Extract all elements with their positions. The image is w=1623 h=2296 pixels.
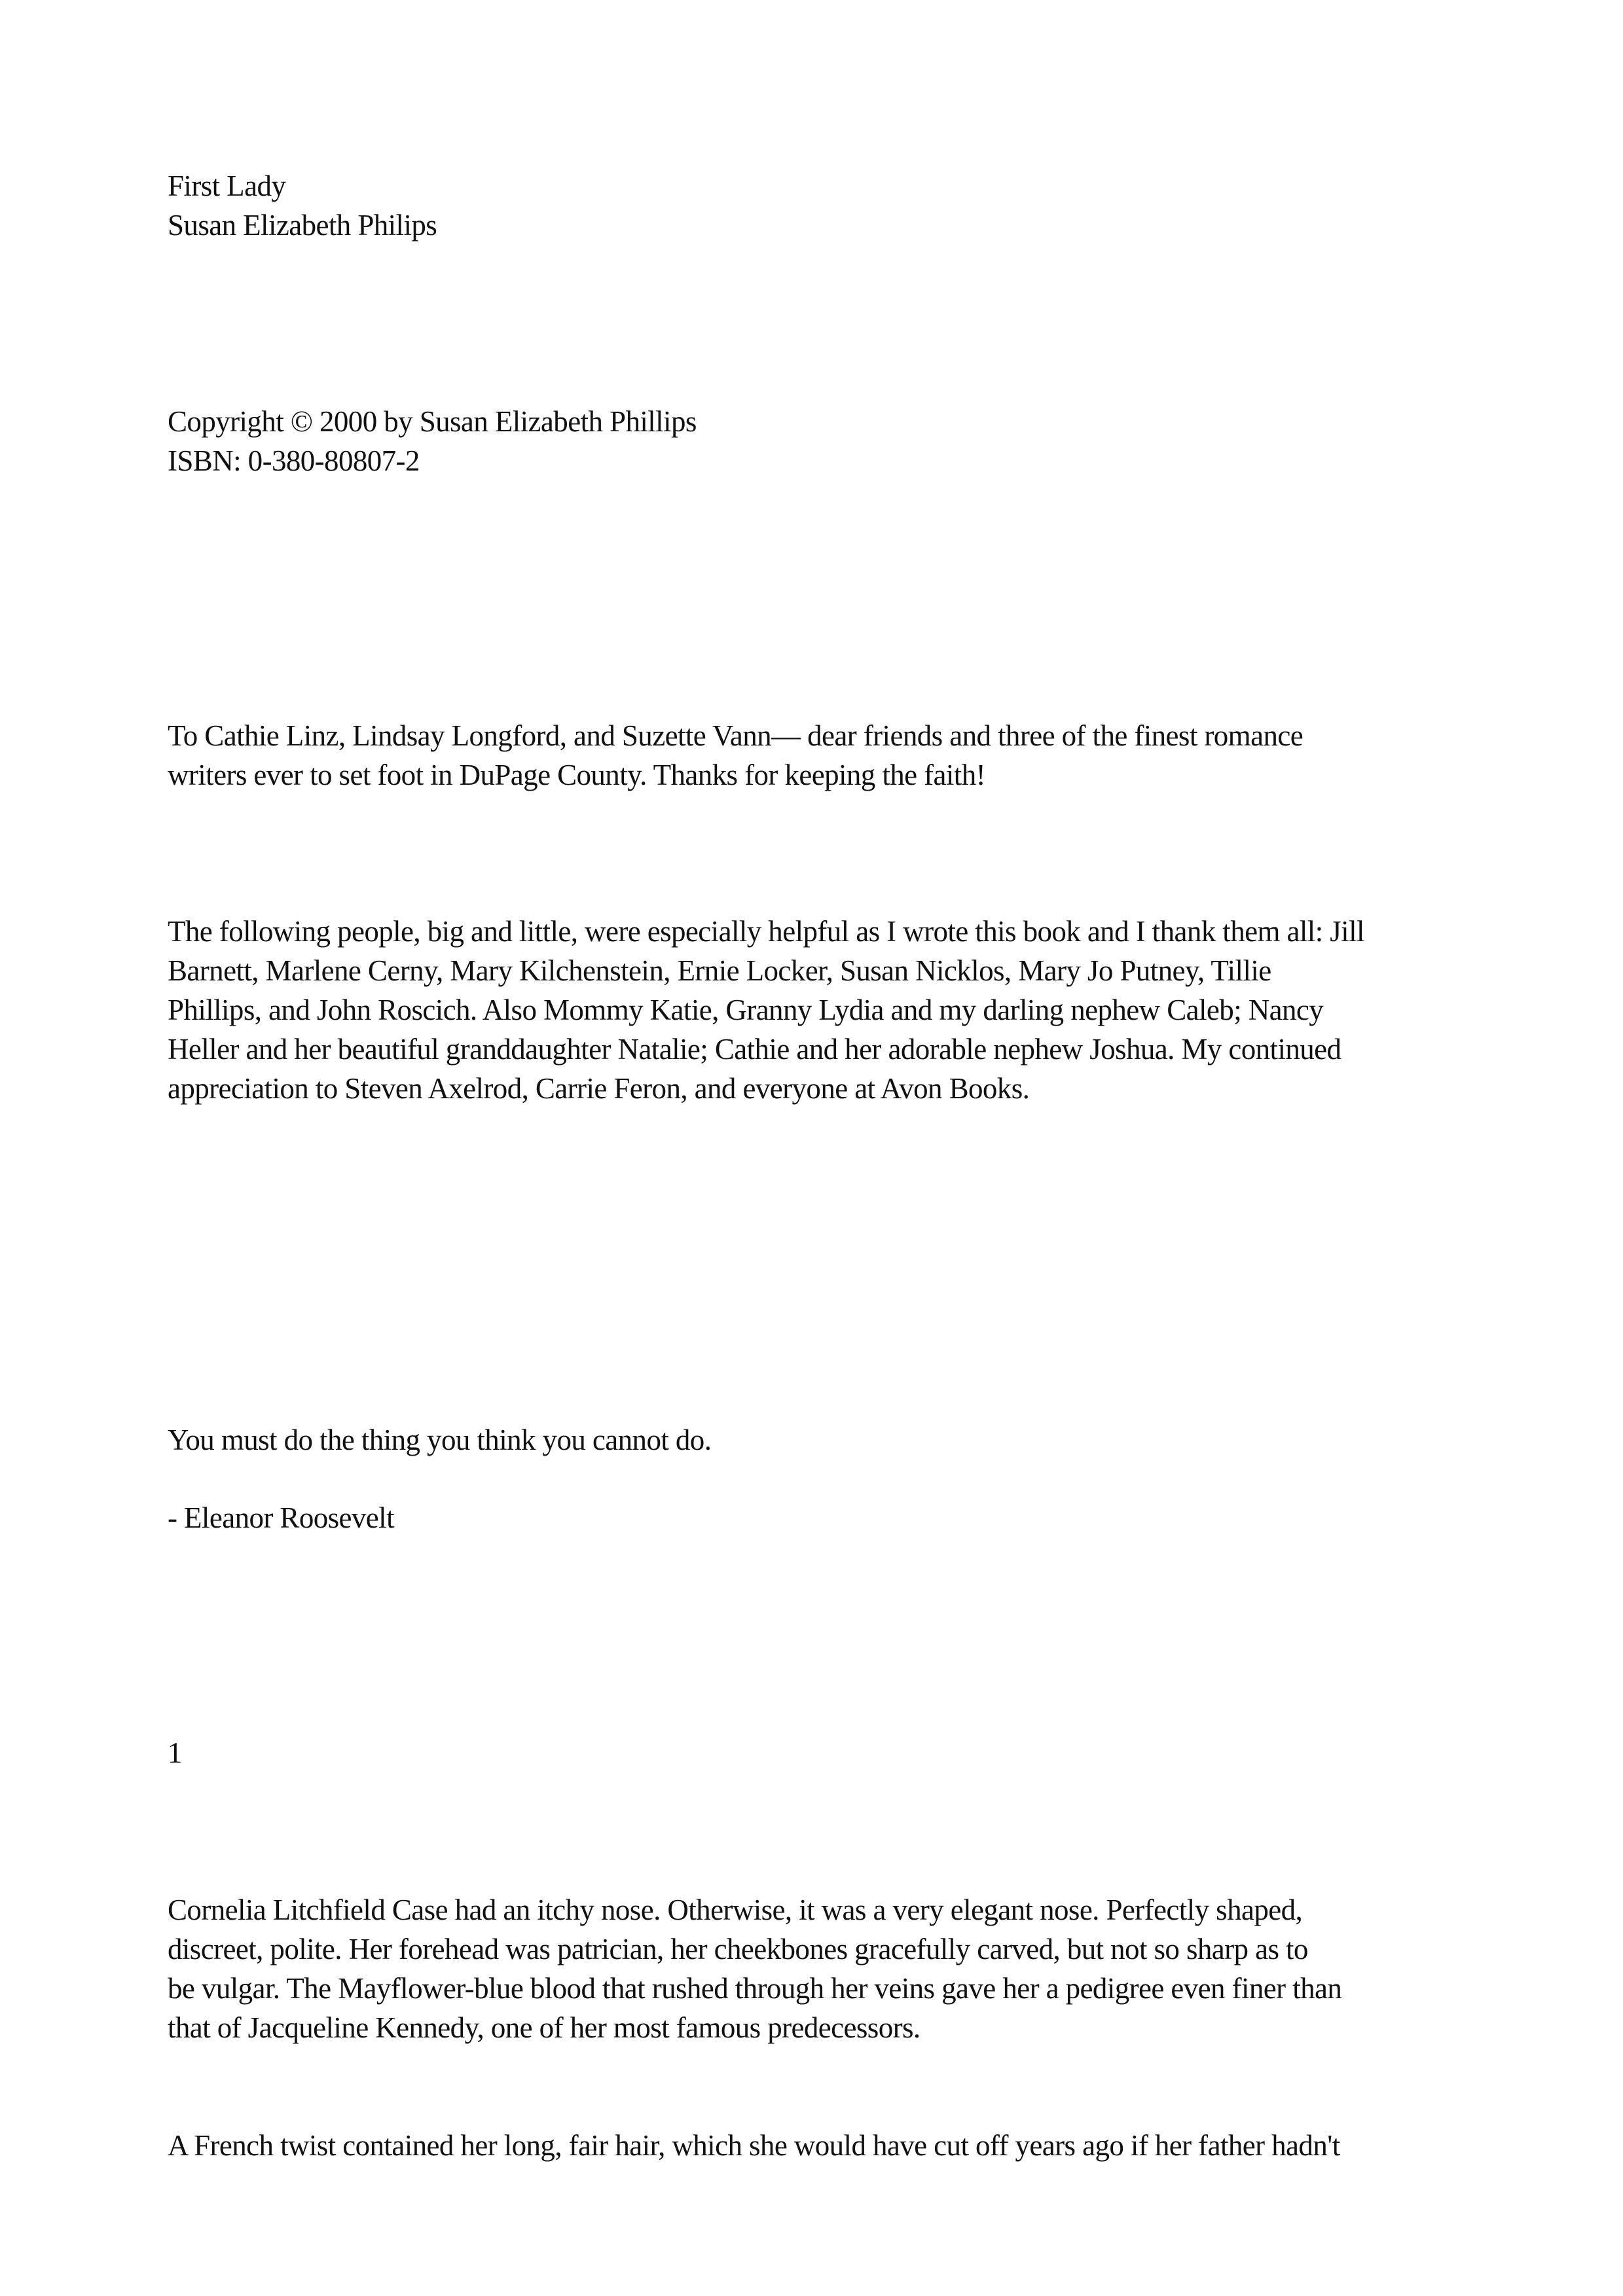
- isbn-line: ISBN: 0-380-80807-2: [168, 444, 420, 477]
- dedication: [168, 716, 1464, 795]
- acknowledgments-line: Heller and her beautiful granddaughter Natalie; Cathie and her adorable nephew Joshua. My continued: [168, 1033, 1341, 1066]
- acknowledgments: [168, 912, 1464, 1108]
- title-block: [168, 166, 1464, 245]
- paragraph-line: that of Jacqueline Kennedy, one of her most famous predecessors.: [168, 2011, 921, 2044]
- chapter-paragraph: [168, 1890, 1470, 2047]
- dedication-line: To Cathie Linz, Lindsay Longford, and Suzette Vann— dear friends and three of the finest romance: [168, 719, 1304, 752]
- acknowledgments-line: The following people, big and little, were especially helpful as I wrote this book and I thank them all: Jill: [168, 915, 1364, 948]
- book-title: First Lady: [168, 170, 286, 202]
- epigraph-attribution: - Eleanor Roosevelt: [168, 1501, 394, 1534]
- copyright-block: [168, 402, 1464, 480]
- acknowledgments-line: Phillips, and John Roscich. Also Mommy Katie, Granny Lydia and my darling nephew Caleb; Nancy: [168, 994, 1324, 1026]
- acknowledgments-line: Barnett, Marlene Cerny, Mary Kilchenstein, Ernie Locker, Susan Nicklos, Mary Jo Putney, Tillie: [168, 954, 1271, 987]
- chapter-paragraph: [168, 2126, 1542, 2165]
- epigraph-quote: You must do the thing you think you cannot do.: [168, 1424, 712, 1456]
- copyright-line: Copyright © 2000 by Susan Elizabeth Phillips: [168, 405, 697, 438]
- paragraph-line: Cornelia Litchfield Case had an itchy nose. Otherwise, it was a very elegant nose. Perfectly shaped,: [168, 1893, 1303, 1926]
- paragraph-line: be vulgar. The Mayflower-blue blood that rushed through her veins gave her a pedigree even finer than: [168, 1972, 1342, 2005]
- acknowledgments-line: appreciation to Steven Axelrod, Carrie Feron, and everyone at Avon Books.: [168, 1072, 1030, 1105]
- chapter-number: 1: [168, 1736, 182, 1769]
- paragraph-line: discreet, polite. Her forehead was patrician, her cheekbones gracefully carved, but not so sharp as to: [168, 1933, 1308, 1965]
- paragraph-line: A French twist contained her long, fair hair, which she would have cut off years ago if her father hadn't: [168, 2129, 1340, 2162]
- book-author: Susan Elizabeth Philips: [168, 209, 437, 242]
- dedication-line: writers ever to set foot in DuPage County. Thanks for keeping the faith!: [168, 759, 985, 791]
